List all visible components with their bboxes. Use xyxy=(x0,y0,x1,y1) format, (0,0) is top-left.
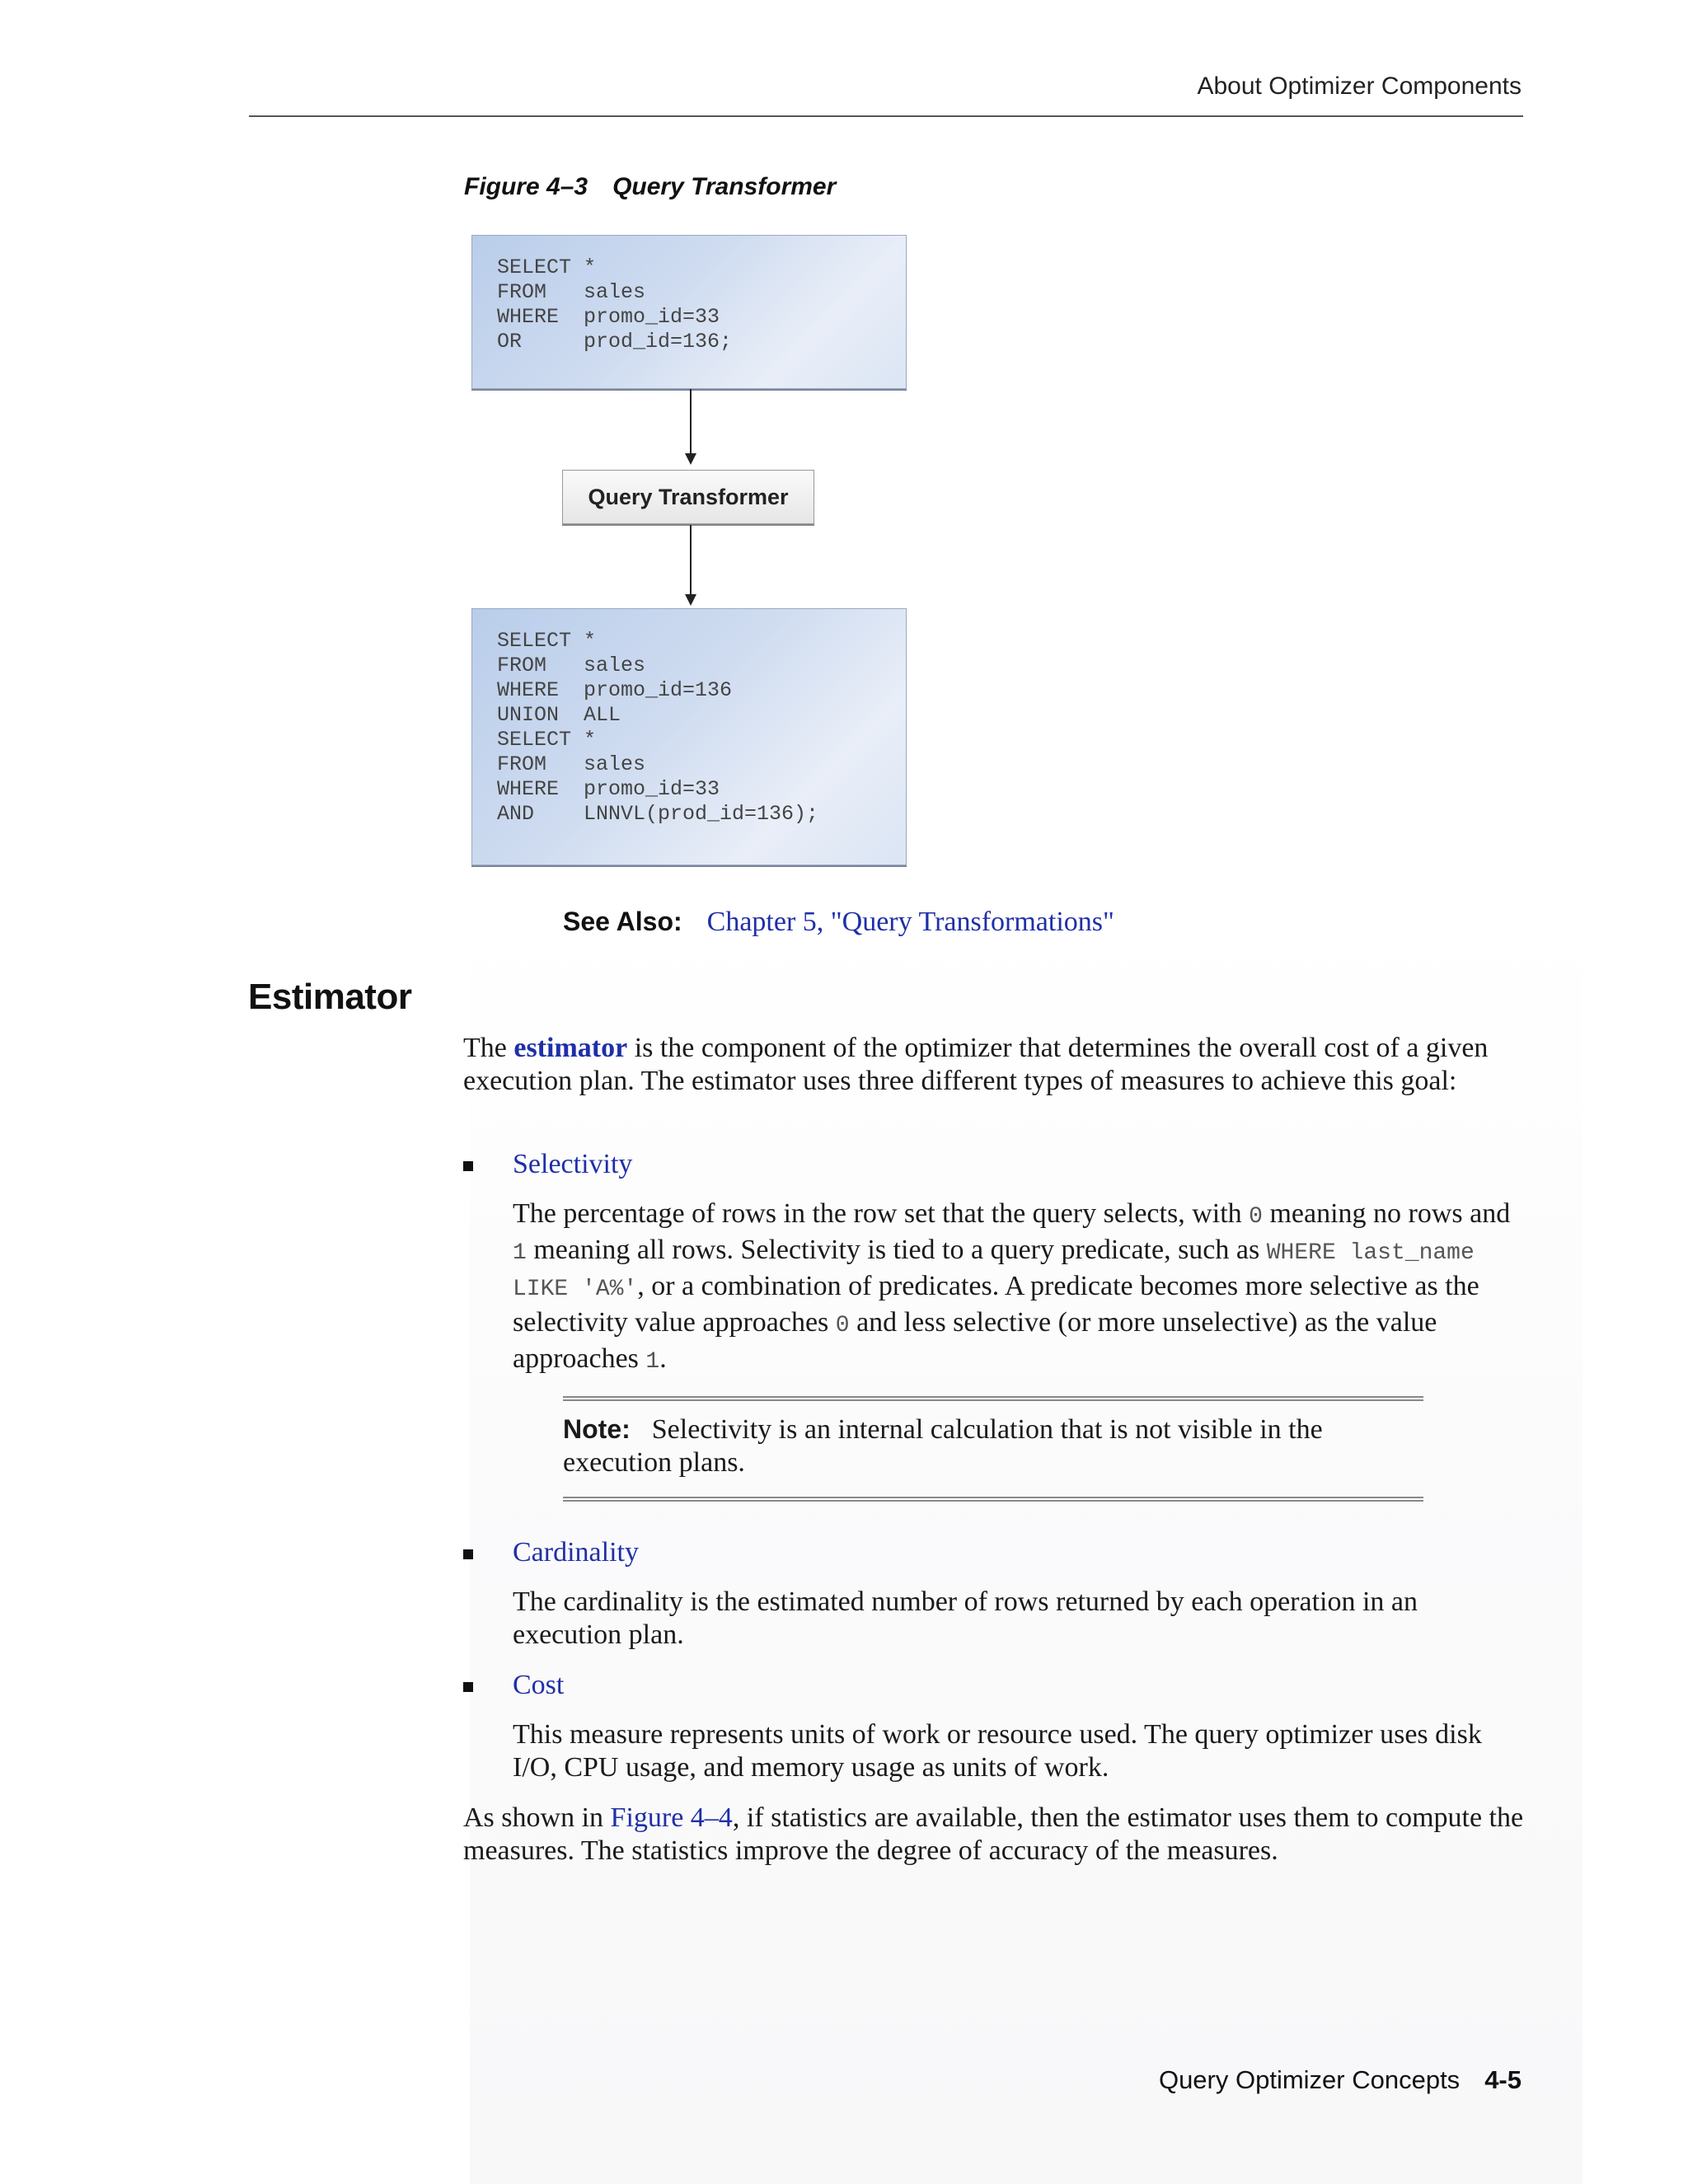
figure-title: Query Transformer xyxy=(612,173,837,200)
intro-paragraph xyxy=(463,1032,1535,1098)
desc-text: meaning no rows and xyxy=(1262,1198,1511,1229)
desc-text: meaning all rows. Selectivity is tied to a query predicate, such as xyxy=(526,1235,1267,1265)
square-bullet-icon xyxy=(463,1682,473,1692)
desc-text: The percentage of rows in the row set that the query selects, with xyxy=(513,1198,1250,1229)
note-text xyxy=(563,1413,1423,1479)
figure-4-4-link[interactable]: Figure 4–4 xyxy=(610,1802,733,1833)
code-value: 1 xyxy=(513,1240,527,1266)
desc-text: and less selective (or more unselective) as the value approaches xyxy=(513,1307,1437,1374)
arrow-down-icon xyxy=(690,389,692,463)
page-footer xyxy=(1159,2065,1522,2095)
input-query-box xyxy=(471,235,907,389)
bullet-selectivity xyxy=(463,1148,1535,1181)
cardinality-description: The cardinality is the estimated number of rows returned by each operation in an execution plan. xyxy=(513,1586,1418,1650)
square-bullet-icon xyxy=(463,1549,473,1559)
see-also-link[interactable]: Chapter 5, "Query Transformations" xyxy=(706,907,1114,937)
closing-paragraph xyxy=(463,1802,1535,1868)
intro-text: is the component of the optimizer that determines the overall cost of a given execution plan. The estimator uses three different types of measures to achieve this goal: xyxy=(463,1033,1489,1096)
bullet-cardinality xyxy=(463,1536,1535,1569)
desc-text: . xyxy=(659,1343,667,1374)
output-query-box xyxy=(471,608,907,865)
selectivity-description xyxy=(513,1197,1518,1379)
code-value: 0 xyxy=(1249,1204,1263,1230)
cardinality-link[interactable]: Cardinality xyxy=(513,1537,639,1568)
figure-number: Figure 4–3 xyxy=(464,173,588,200)
page-number: 4-5 xyxy=(1484,2065,1522,2094)
output-query-code: SELECT * FROM sales WHERE promo_id=136 UNION ALL SELECT * FROM sales WHERE promo_id=33 AND LNNVL(prod_id=136); xyxy=(497,629,819,826)
query-transformer-box: Query Transformer xyxy=(562,470,814,524)
desc-text: , or a combination of predicates. A predicate becomes more selective as the selectivity value approaches xyxy=(513,1271,1479,1338)
selectivity-link[interactable]: Selectivity xyxy=(513,1149,633,1179)
note-rule-top xyxy=(563,1396,1423,1401)
see-also xyxy=(563,907,1114,938)
note-box xyxy=(563,1396,1423,1502)
closing-text: As shown in xyxy=(463,1802,611,1833)
closing-text: , if statistics are available, then the estimator uses them to compute the measures. The statistics improve the degree of accuracy of the measures. xyxy=(463,1802,1524,1866)
note-label: Note: xyxy=(563,1414,631,1444)
footer-book-title: Query Optimizer Concepts xyxy=(1158,2065,1461,2094)
running-header: About Optimizer Components xyxy=(1197,73,1522,100)
code-value: 0 xyxy=(835,1313,850,1338)
arrow-down-icon xyxy=(690,525,692,604)
note-rule-bottom xyxy=(563,1497,1423,1502)
see-also-label: See Also: xyxy=(563,907,682,936)
bullet-cost xyxy=(463,1669,1535,1702)
section-heading: Estimator xyxy=(248,977,412,1017)
header-rule xyxy=(249,115,1523,117)
estimator-term-link[interactable]: estimator xyxy=(513,1033,628,1063)
intro-text: The xyxy=(463,1033,514,1063)
code-value: 1 xyxy=(645,1349,660,1375)
note-body: Selectivity is an internal calculation that is not visible in the execution plans. xyxy=(563,1414,1323,1478)
square-bullet-icon xyxy=(463,1161,473,1171)
input-query-code: SELECT * FROM sales WHERE promo_id=33 OR prod_id=136; xyxy=(497,255,733,354)
cost-link[interactable]: Cost xyxy=(513,1670,565,1700)
code-value: WHERE last_name LIKE 'A%' xyxy=(513,1240,1475,1302)
figure-caption xyxy=(464,173,836,201)
cost-description: This measure represents units of work or resource used. The query optimizer uses disk I/O, CPU usage, and memory usage as units of work. xyxy=(513,1719,1482,1783)
